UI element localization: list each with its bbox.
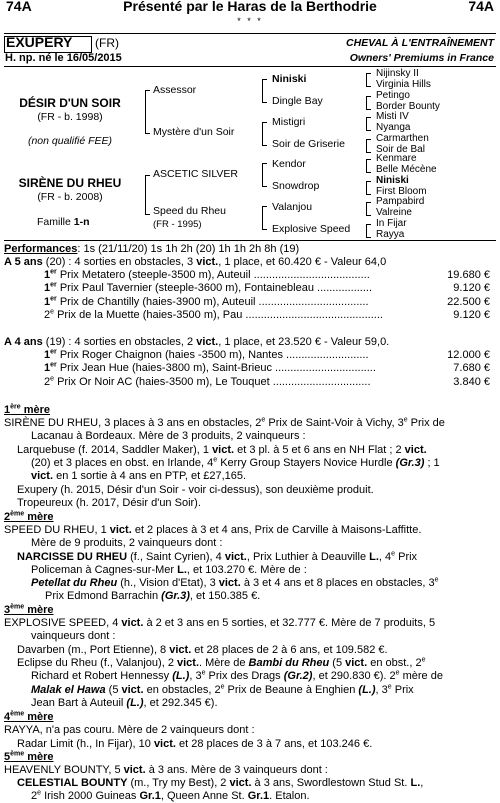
mere5-prod1: CELESTIAL BOUNTY (m., Try my Best), 2 vict. à 3 ans, Swordlestown Stud St. L., bbox=[17, 777, 424, 789]
perf-row bbox=[44, 309, 383, 322]
horse-name: EXUPERY bbox=[6, 34, 73, 50]
bracket-g3-3 bbox=[366, 117, 371, 131]
pedigree-rule bbox=[4, 66, 496, 67]
horse-origin: (FR) bbox=[95, 36, 119, 50]
bracket-g3-8 bbox=[366, 224, 371, 238]
sire-name: DÉSIR D'UN SOIR bbox=[19, 96, 121, 110]
ped-g3-16: Rayya bbox=[376, 229, 405, 240]
ped-g3-7: Carmarthen bbox=[376, 133, 429, 144]
family bbox=[37, 216, 90, 229]
perf-race: Prix de la Muette (haies-3500 m), Pau ............................................. bbox=[57, 309, 383, 322]
ped-g3-block-4 bbox=[376, 133, 429, 155]
dam-name: SIRÈNE DU RHEU bbox=[18, 176, 122, 190]
ped-g3-6: Nyanga bbox=[376, 122, 411, 133]
ped-g3-block-2 bbox=[376, 90, 440, 112]
ped-dam-dam-note: (FR - 1995) bbox=[153, 219, 202, 230]
bracket-g2-4 bbox=[262, 206, 267, 230]
mere1-prod3: Tropeureux (h. 2017, Désir d'un Soir). bbox=[17, 497, 201, 509]
ped-dam-sire: ASCETIC SILVER bbox=[153, 168, 238, 180]
ped-sire-sire: Assessor bbox=[153, 84, 197, 96]
sire-info: (FR - b. 1998) bbox=[37, 111, 103, 123]
ped-g3-9: Kenmare bbox=[376, 153, 417, 164]
perf-row bbox=[44, 349, 369, 362]
performances-label: Performances bbox=[4, 243, 78, 255]
mere1-prod1: Larquebuse (f. 2014, Saddler Maker), 1 vict. et 3 pl. à 5 et 6 ans en NH Flat ; 2 vict. bbox=[17, 444, 427, 456]
ped-g3-block-3 bbox=[376, 111, 410, 133]
bracket-g3-1 bbox=[366, 73, 371, 87]
birth-info: H. np. né le 16/05/2015 bbox=[5, 52, 122, 64]
ped-g3-block-1 bbox=[376, 68, 431, 90]
performances-summary bbox=[4, 243, 299, 256]
bracket-g3-4 bbox=[366, 139, 371, 153]
dam-info: (FR - b. 2008) bbox=[37, 191, 103, 203]
mere3-prod2: Eclipse du Rheu (f., Valanjou), 2 vict.. Mère de Bambi du Rheu (5 vict. en obst., 2e bbox=[17, 656, 426, 669]
presenter-title: Présenté par le Haras de la Berthodrie bbox=[123, 0, 377, 14]
perf-4ans-line bbox=[4, 336, 389, 349]
top-rule bbox=[4, 33, 496, 34]
perf-5ans-text1: (20) : 4 sorties en obstacles, 3 bbox=[42, 256, 197, 268]
mere5-title: 5ème mère bbox=[4, 750, 54, 763]
mere5-prod1-2: 2e Irish 2000 Guineas Gr.1, Queen Anne St. Gr.1. Etalon. bbox=[31, 789, 310, 802]
perf-amount: 22.500 € bbox=[447, 295, 490, 308]
lot-number-left: 74A bbox=[6, 0, 32, 14]
perf-amount: 19.680 € bbox=[447, 269, 490, 281]
mere1-prod1-3: vict. en 1 sortie à 4 ans en PTP, et £27,165. bbox=[31, 470, 247, 482]
perf-rank: 1er bbox=[44, 295, 57, 308]
ped-g2-5: Kendor bbox=[272, 158, 306, 170]
premium-info: Owners' Premiums in France bbox=[349, 52, 494, 64]
ped-g3-13: Pampabird bbox=[376, 196, 425, 207]
lot-number-right: 74A bbox=[468, 0, 494, 14]
ped-g3-block-6 bbox=[376, 175, 427, 197]
mere2-title: 2ème mère bbox=[4, 510, 54, 523]
mere2-desc: SPEED DU RHEU, 1 vict. et 2 places à 3 et 4 ans, Prix de Carville à Maisons-Laffitte. bbox=[4, 524, 422, 536]
perf-amount: 7.680 € bbox=[453, 362, 490, 375]
perf-row bbox=[44, 282, 372, 295]
perf-5ans-text2: , 1 place, et 60.420 € - Valeur 64,0 bbox=[218, 256, 387, 268]
perf-amount: 3.840 € bbox=[453, 375, 490, 388]
perf-4ans-label: A 4 ans bbox=[4, 336, 43, 348]
perf-5ans-line bbox=[4, 256, 386, 269]
bracket-dam bbox=[145, 175, 150, 215]
perf-4ans-vict: vict. bbox=[196, 336, 219, 348]
perf-amount: 12.000 € bbox=[447, 349, 490, 361]
bracket-sire bbox=[145, 90, 150, 134]
perf-race: Prix Jean Hue (haies-3800 m), Saint-Brieuc ................................. bbox=[59, 362, 376, 375]
perf-rank: 1er bbox=[44, 281, 57, 295]
mere2-prod1-2: Policeman à Cagnes-sur-Mer L., et 103.270 €. Mère de : bbox=[31, 564, 307, 576]
bracket-g2-2 bbox=[262, 122, 267, 146]
perf-rank: 1er bbox=[44, 268, 57, 281]
perf-rank: 1er bbox=[44, 348, 57, 361]
mere3-title: 3ème mère bbox=[4, 603, 54, 616]
ped-g3-3: Petingo bbox=[376, 90, 410, 101]
ped-g3-14: Valreine bbox=[376, 207, 412, 218]
mere2-desc-2: Mère de 9 produits, 2 vainqueurs dont : bbox=[31, 537, 223, 549]
ped-g3-1: Nijinsky II bbox=[376, 68, 419, 79]
ped-g2-6: Snowdrop bbox=[272, 180, 320, 192]
ped-g3-5: Misti IV bbox=[376, 111, 409, 122]
mere1-prod2: Exupery (h. 2015, Désir d'un Soir - voir ci-dessus), son deuxième produit. bbox=[17, 484, 374, 496]
ped-g3-10: Belle Mécène bbox=[376, 164, 437, 175]
perf-amount: 9.120 € bbox=[453, 282, 490, 295]
ped-g2-4: Soir de Griserie bbox=[272, 138, 345, 150]
mere5-desc: HEAVENLY BOUNTY, 5 vict. à 3 ans. Mère de 3 vainqueurs dont : bbox=[4, 764, 328, 776]
performances-summary-text: : 1s (21/11/20) 1s 1h 2h (20) 1h 1h 2h 8h (19) bbox=[77, 243, 300, 255]
mere1-prod1-2: (20) et 3 places en obst. en Irlande, 4e Kerry Group Stayers Novice Hurdle (Gr.3) ; 1 bbox=[31, 456, 440, 469]
ped-g3-12: First Bloom bbox=[376, 186, 427, 197]
bracket-g3-7 bbox=[366, 202, 371, 216]
bracket-g2-3 bbox=[262, 163, 267, 187]
perf-row bbox=[44, 376, 371, 389]
bracket-g3-6 bbox=[366, 181, 371, 195]
ped-g3-4: Border Bounty bbox=[376, 101, 440, 112]
perf-rank: 2e bbox=[44, 375, 55, 388]
mere3-desc-2: vainqueurs dont : bbox=[31, 630, 116, 642]
bracket-g3-5 bbox=[366, 159, 371, 173]
perf-row bbox=[44, 296, 369, 309]
bracket-g3-2 bbox=[366, 96, 371, 110]
ped-dam-dam: Speed du Rheu bbox=[153, 205, 226, 217]
mere2-prod1-4: Prix Edmond Barrachin (Gr.3), et 150.385 €. bbox=[45, 590, 261, 602]
header-stars: * * * bbox=[237, 16, 263, 26]
ped-g3-block-8 bbox=[376, 218, 407, 240]
ped-g3-block-5 bbox=[376, 153, 437, 175]
perf-row bbox=[44, 269, 370, 282]
perf-rank: 2e bbox=[44, 308, 55, 322]
sire-note: (non qualifié FEE) bbox=[27, 135, 113, 147]
ped-sire-dam: Mystère d'un Soir bbox=[153, 126, 235, 138]
mere3-desc: EXPLOSIVE SPEED, 4 vict. à 2 et 3 ans en 5 sorties, et 32.777 €. Mère de 7 produits, 5 bbox=[4, 617, 436, 629]
mere4-title: 4ème mère bbox=[4, 710, 54, 723]
mere1-desc-2: Lacanau à Bordeaux. Mère de 3 produits, 2 vainqueurs : bbox=[31, 430, 306, 442]
mere1-title: 1ère mère bbox=[4, 403, 50, 416]
ped-g3-2: Virginia Hills bbox=[376, 79, 431, 90]
mere1-desc: SIRÈNE DU RHEU, 3 places à 3 ans en obstacles, 2e Prix de Saint-Voir à Vichy, 3e Prix de bbox=[4, 416, 445, 429]
perf-5ans-vict: vict. bbox=[196, 256, 219, 268]
perf-race: Prix Or Noir AC (haies-3500 m), Le Touquet ................................ bbox=[57, 375, 371, 388]
mere3-prod2-3: Malak el Hawa (5 vict. en obstacles, 2e Prix de Beaune à Enghien (L.), 3e Prix bbox=[31, 683, 414, 696]
family-label: Famille bbox=[37, 216, 71, 228]
perf-race: Prix Roger Chaignon (haies -3500 m), Nantes ........................... bbox=[59, 349, 369, 361]
ped-g2-7: Valanjou bbox=[272, 201, 313, 213]
ped-g3-15: In Fijar bbox=[376, 218, 407, 229]
mere3-prod2-2: Richard et Robert Hennessy (L.), 3e Prix des Drags (Gr.2), et 290.830 €). 2e mère de bbox=[31, 669, 443, 682]
perf-race: Prix Paul Tavernier (steeple-3600 m), Fontainebleau .................. bbox=[59, 282, 373, 295]
mere3-prod2-4: Jean Bart à Auteuil (L.), et 292.345 €). bbox=[31, 697, 218, 709]
family-value: 1-n bbox=[73, 216, 90, 228]
perf-rank: 1er bbox=[44, 361, 57, 375]
mere4-desc: RAYYA, n'a pas couru. Mère de 2 vainqueurs dont : bbox=[4, 724, 255, 736]
perf-4ans-text2: , 1 place, et 23.520 € - Valeur 59,0. bbox=[218, 336, 390, 348]
perf-row bbox=[44, 362, 376, 375]
perf-race: Prix Metatero (steeple-3500 m), Auteuil ...................................... bbox=[59, 269, 370, 281]
ped-g3-block-7 bbox=[376, 196, 424, 218]
perf-amount: 9.120 € bbox=[453, 309, 490, 322]
ped-g2-3: Mistigri bbox=[272, 116, 306, 128]
ped-g3-11: Niniski bbox=[376, 175, 409, 186]
perf-5ans-label: A 5 ans bbox=[4, 256, 43, 268]
ped-g3-8: Soir de Bal bbox=[376, 144, 425, 155]
ped-g2-1: Niniski bbox=[272, 73, 307, 85]
ped-g2-8: Explosive Speed bbox=[272, 223, 351, 235]
perf-race: Prix de Chantilly (haies-3900 m), Auteuil .................................... bbox=[59, 295, 369, 308]
mere4-prod1: Radar Limit (h., In Fijar), 10 vict. et 28 places de 3 à 7 ans, et 103.246 €. bbox=[17, 738, 373, 750]
ped-g2-2: Dingle Bay bbox=[272, 95, 323, 107]
mere2-prod1: NARCISSE DU RHEU (f., Saint Cyrien), 4 vict., Prix Luthier à Deauville L., 4e Prix bbox=[17, 550, 418, 563]
perf-4ans-text1: (19) : 4 sorties en obstacles, 2 bbox=[42, 336, 197, 348]
mere2-prod1-3: Petellat du Rheu (h., Vision d'Etat), 3 vict. à 3 et 4 ans et 8 places en obstacles, 3e bbox=[31, 576, 439, 589]
bracket-g2-1 bbox=[262, 79, 267, 103]
performances-rule bbox=[4, 240, 496, 241]
horse-status: CHEVAL À L'ENTRAÎNEMENT bbox=[346, 37, 494, 49]
mere3-prod1: Davarben (m., Port Etienne), 8 vict. et 28 places de 2 à 6 ans, et 109.582 €. bbox=[17, 644, 388, 656]
